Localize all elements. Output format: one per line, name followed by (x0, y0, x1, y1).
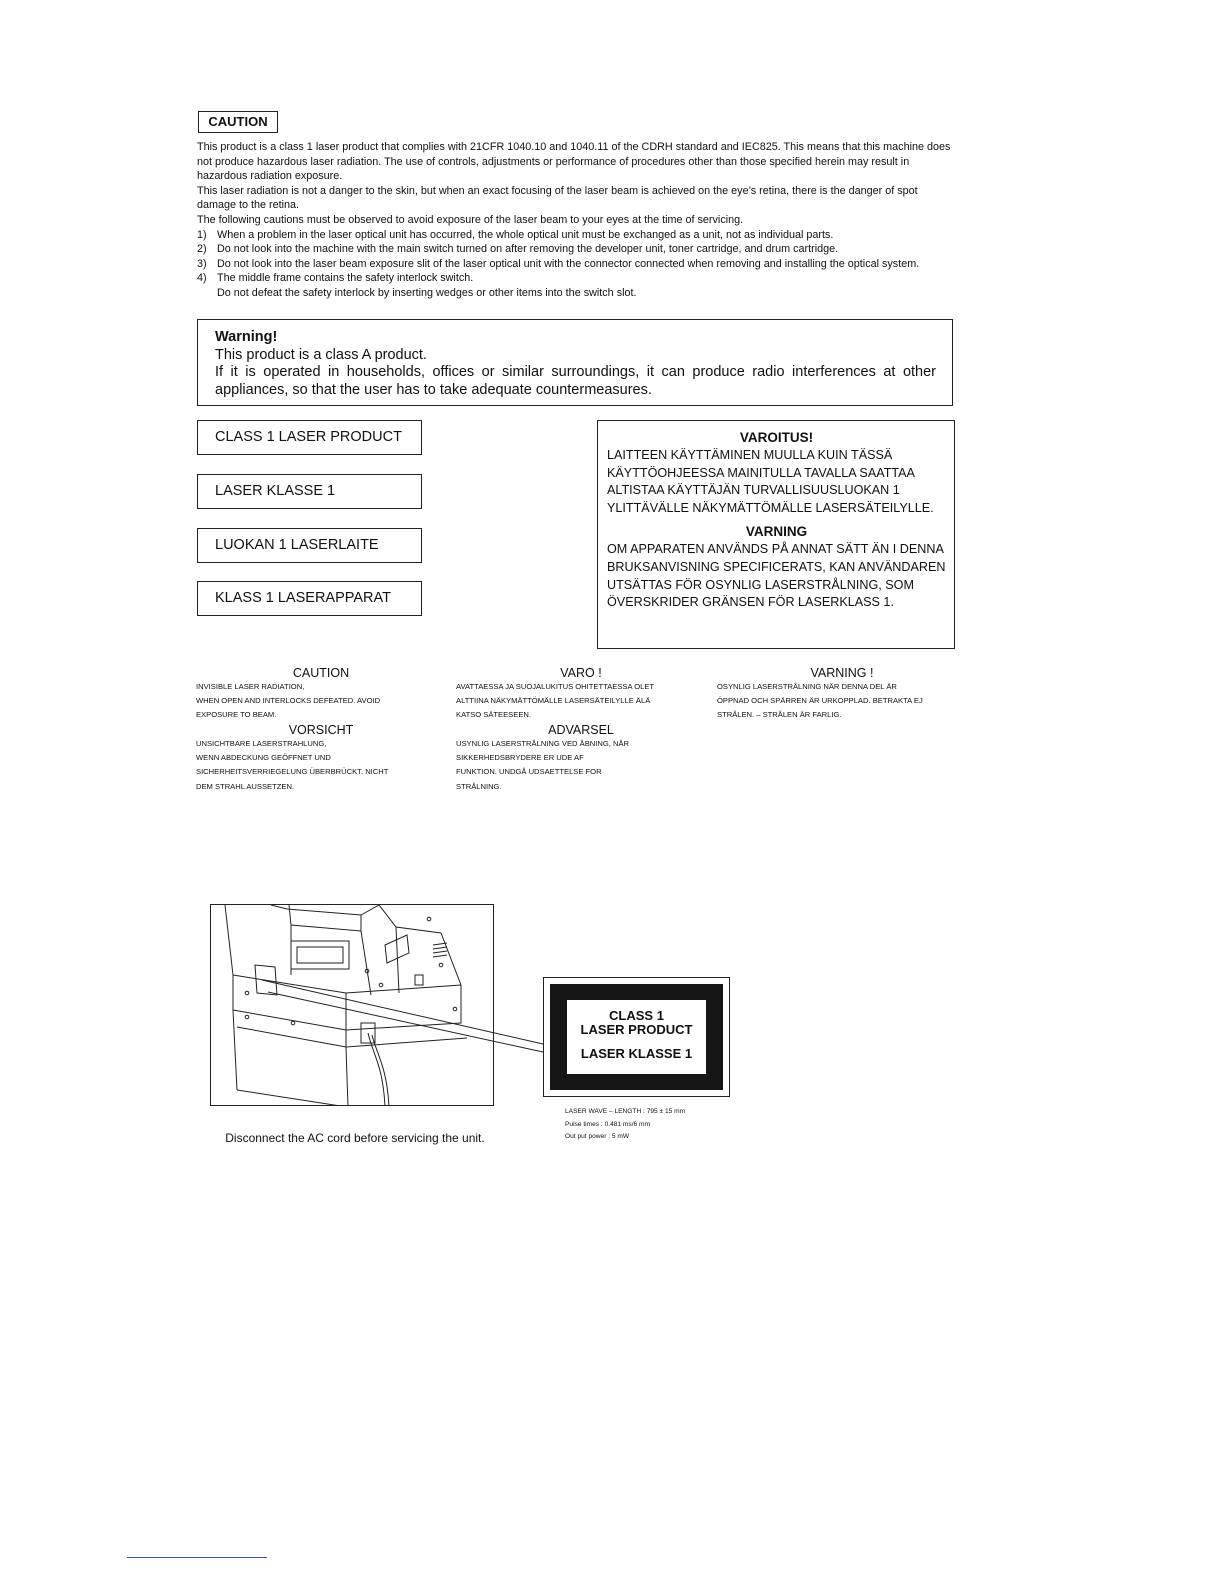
laser-specs (565, 1106, 685, 1144)
caution-fi-text: AVATTAESSA JA SUOJALUKITUS OHITETTAESSA OLET ALTTIINA NÄKYMÄTTÖMÄLLE LASERSÄTEILYLLE ÄLÄ KATSO SÄTEESEEN. (456, 682, 655, 720)
caution-da-text: USYNLIG LASERSTRÅLNING VED ÅBNING, NÅR SIKKERHEDSBRYDERE ER UDE AF FUNKTION. UNDGÅ UDSAETTELSE FOR STRÅLNING. (456, 739, 630, 791)
caution-sv-text: OSYNLIG LASERSTRÅLNING NÄR DENNA DEL ÄR ÖPPNAD OCH SPÄRREN ÄR URKOPPLAD. BETRAKTA EJ STRÅLEN. – STRÅLEN ÄR FARLIG. (717, 682, 923, 720)
spec-wavelength: LASER WAVE – LENGTH : 795 ± 15 mm (565, 1108, 686, 1115)
warning-line-1: This product is a class A product. (215, 346, 427, 363)
caution-de-text: UNSICHTBARE LASERSTRAHLUNG, WENN ABDECKUNG GEÖFFNET UND SICHERHEITSVERRIEGELUNG ÜBERBRÜCKT. NICHT DEM STRAHL AUSSETZEN. (196, 739, 389, 791)
label-luokan-1-laserlaite: LUOKAN 1 LASERLAITE (197, 528, 422, 563)
caution-da-title: ADVARSEL (548, 723, 614, 737)
intro-paragraph-1: This product is a class 1 laser product that complies with 21CFR 1040.10 and 1040.11 of the CDRH standard and IEC825. This means that this machine does not produce hazardous laser radiation. The use of controls, adjustments or performance of procedures other than those specified herein may result in hazardous radiation exposure. (197, 141, 951, 183)
laser-label-line-3: LASER KLASSE 1 (580, 1046, 693, 1061)
caution-item: 4) The middle frame contains the safety interlock switch. Do not defeat the safety interlock by inserting wedges or other items into the switch slot. (197, 272, 637, 299)
laser-label-panel (567, 1000, 706, 1074)
caution-en-title: CAUTION (292, 666, 350, 680)
spec-output-power: Out put power : 5 mW (565, 1133, 630, 1140)
varoitus-title: VAROITUS! (739, 430, 814, 445)
pointer-line-top (262, 980, 543, 1044)
laser-warning-label (543, 977, 730, 1097)
footer-rule (127, 1557, 267, 1558)
laser-label-line-2: LASER PRODUCT (580, 1022, 693, 1037)
spec-pulse-times: Pulse times : 0.481 ms/6 mm (565, 1120, 651, 1128)
warning-line-2: If it is operated in households, offices or similar surroundings, it can produce radio interferences at other appliances, so that the user has to take adequate countermeasures. (215, 364, 936, 398)
laser-label-line-1: CLASS 1 (609, 1008, 664, 1023)
figure-caption: Disconnect the AC cord before servicing the unit. (225, 1131, 485, 1145)
intro-paragraph-3: The following cautions must be observed to avoid exposure of the laser beam to your eyes at the time of servicing. (197, 213, 744, 226)
pointer-line-bottom (268, 992, 543, 1052)
caution-sv-title: VARNING ! (810, 666, 874, 680)
laser-label-border (550, 984, 723, 1090)
caution-item: 1) When a problem in the laser optical unit has occurred, the whole optical unit must be exchanged as a unit, not as individual parts. (197, 228, 834, 241)
varning-title: VARNING (745, 524, 808, 540)
caution-item: 2) Do not look into the machine with the main switch turned on after removing the developer unit, toner cartridge, and drum cartridge. (197, 243, 839, 256)
varning-text: OM APPARATEN ANVÄNDS PÅ ANNAT SÄTT ÄN I DENNA BRUKSANVISNING SPECIFICERATS, KAN ANVÄNDAREN UTSÄTTAS FÖR OSYNLIG LASERSTRÅLNING, SOM ÖVERSKRIDER GRÄNSEN FÖR LASERKLASS 1. (607, 542, 946, 610)
caution-de-title: VORSICHT (288, 723, 354, 737)
caution-item: 3) Do not look into the laser beam exposure slit of the laser optical unit with the connector connected when removing and installing the optical system. (197, 257, 920, 270)
varoitus-text: LAITTEEN KÄYTTÄMINEN MUULLA KUIN TÄSSÄ KÄYTTÖOHJEESSA MAINITULLA TAVALLA SAATTAA ALTISTAA KÄYTTÄJÄN TURVALLISUUSLUOKAN 1 YLITTÄVÄLLE NÄKYMÄTTÖMÄLLE LASERSÄTEILYLLE. (607, 448, 934, 515)
intro-paragraph-2: This laser radiation is not a danger to the skin, but when an exact focusing of the laser beam is achieved on the eye’s retina, there is the danger of spot damage to the retina. (197, 184, 918, 212)
label-klass-1-laserapparat: KLASS 1 LASERAPPARAT (197, 581, 422, 616)
caution-fi-title: VARO ! (560, 666, 602, 680)
label-laser-klasse-1: LASER KLASSE 1 (197, 474, 422, 509)
label-class1-laser-product: CLASS 1 LASER PRODUCT (197, 420, 422, 455)
caution-en-text: INVISIBLE LASER RADIATION, WHEN OPEN AND INTERLOCKS DEFEATED. AVOID EXPOSURE TO BEAM. (196, 682, 381, 720)
warning-title: Warning! (215, 329, 278, 345)
caution-header: CAUTION (198, 111, 278, 133)
